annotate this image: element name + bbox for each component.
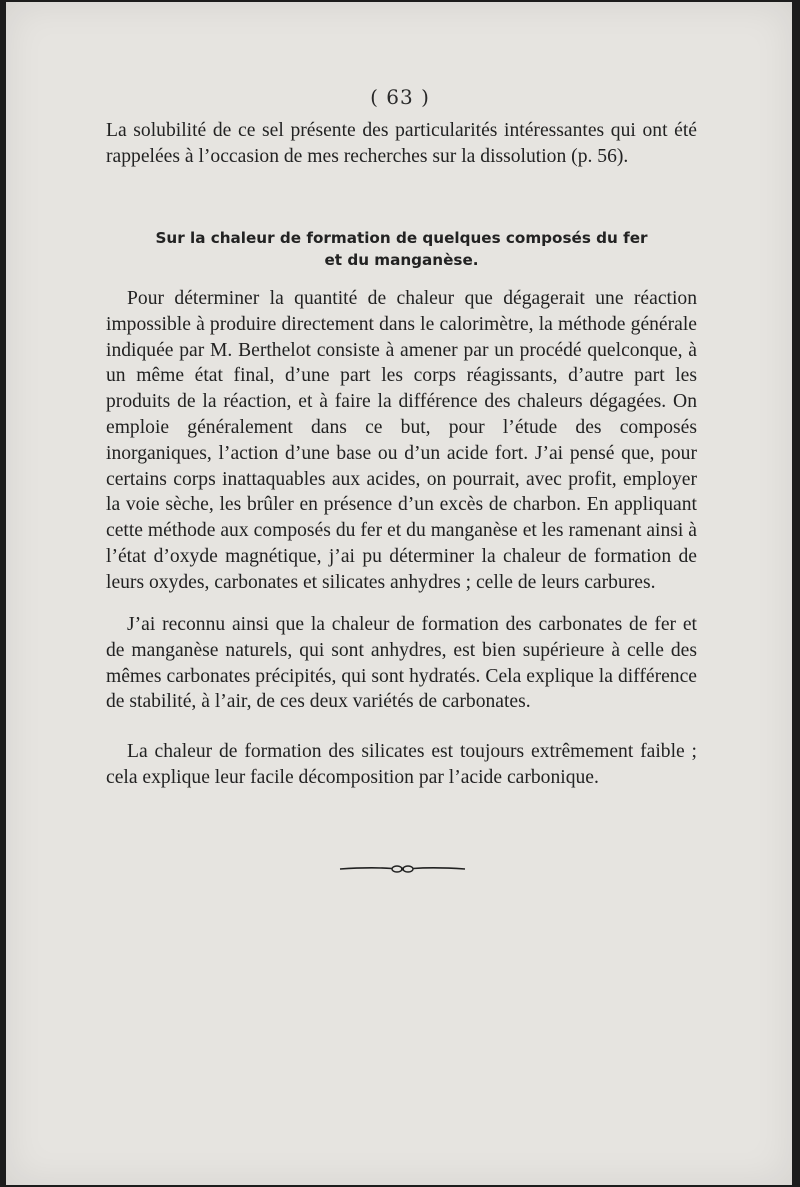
intro-paragraph: La solubilité de ce sel présente des particularités intéressantes qui ont été rappelées à l’occasion de mes recherches sur la dissolution (p. 56). bbox=[106, 120, 697, 167]
ornament-center-left bbox=[392, 866, 402, 872]
ornament-center-dot bbox=[401, 867, 404, 870]
ornamental-rule bbox=[330, 862, 475, 876]
ornament-center-right bbox=[403, 866, 413, 872]
paragraph-silicates: La chaleur de formation des silicates est toujours extrêmement faible ; cela explique leur facile décomposition par l’acide carbonique. bbox=[106, 741, 697, 788]
paragraph-carbonates: J’ai reconnu ainsi que la chaleur de formation des carbonates de fer et de manganèse naturels, qui sont anhydres, est bien supérieure à celle des mêmes carbonates précipités, qui sont hydratés. Cela explique la différence de stabilité, à l’air, de ces deux variétés de carbonates. bbox=[106, 614, 697, 713]
paragraph-method: Pour déterminer la quantité de chaleur que dégagerait une réaction impossible à produire directement dans le calorimètre, la méthode générale indiquée par M. Berthelot consiste à amener par un procédé quelconque, à un même état final, d’une part les corps réagissants, d’autre part les produits de la réaction, et à faire la différence des chaleurs dégagées. On emploie généralement dans ce but, pour l’étude des composés inorganiques, l’action d’une base ou d’un acide fort. J’ai pensé que, pour certains corps inattaquables aux acides, on pourrait, avec profit, employer la voie sèche, les brûler en présence d’un excès de charbon. En appliquant cette méthode aux composés du fer et du manganèse et les ramenant ainsi à l’état d’oxyde magnétique, j’ai pu déterminer la chaleur de formation de leurs oxydes, carbonates et silicates anhydres ; celle de leurs carbures. bbox=[106, 288, 697, 593]
section-heading bbox=[106, 227, 697, 271]
page-number: ( 63 ) bbox=[370, 85, 430, 109]
section-heading-line-2: et du manganèse. bbox=[324, 251, 479, 269]
ornament-left-stroke bbox=[340, 868, 392, 869]
section-heading-line-1: Sur la chaleur de formation de quelques composés du fer bbox=[155, 229, 648, 247]
ornament-right-stroke bbox=[413, 868, 465, 869]
